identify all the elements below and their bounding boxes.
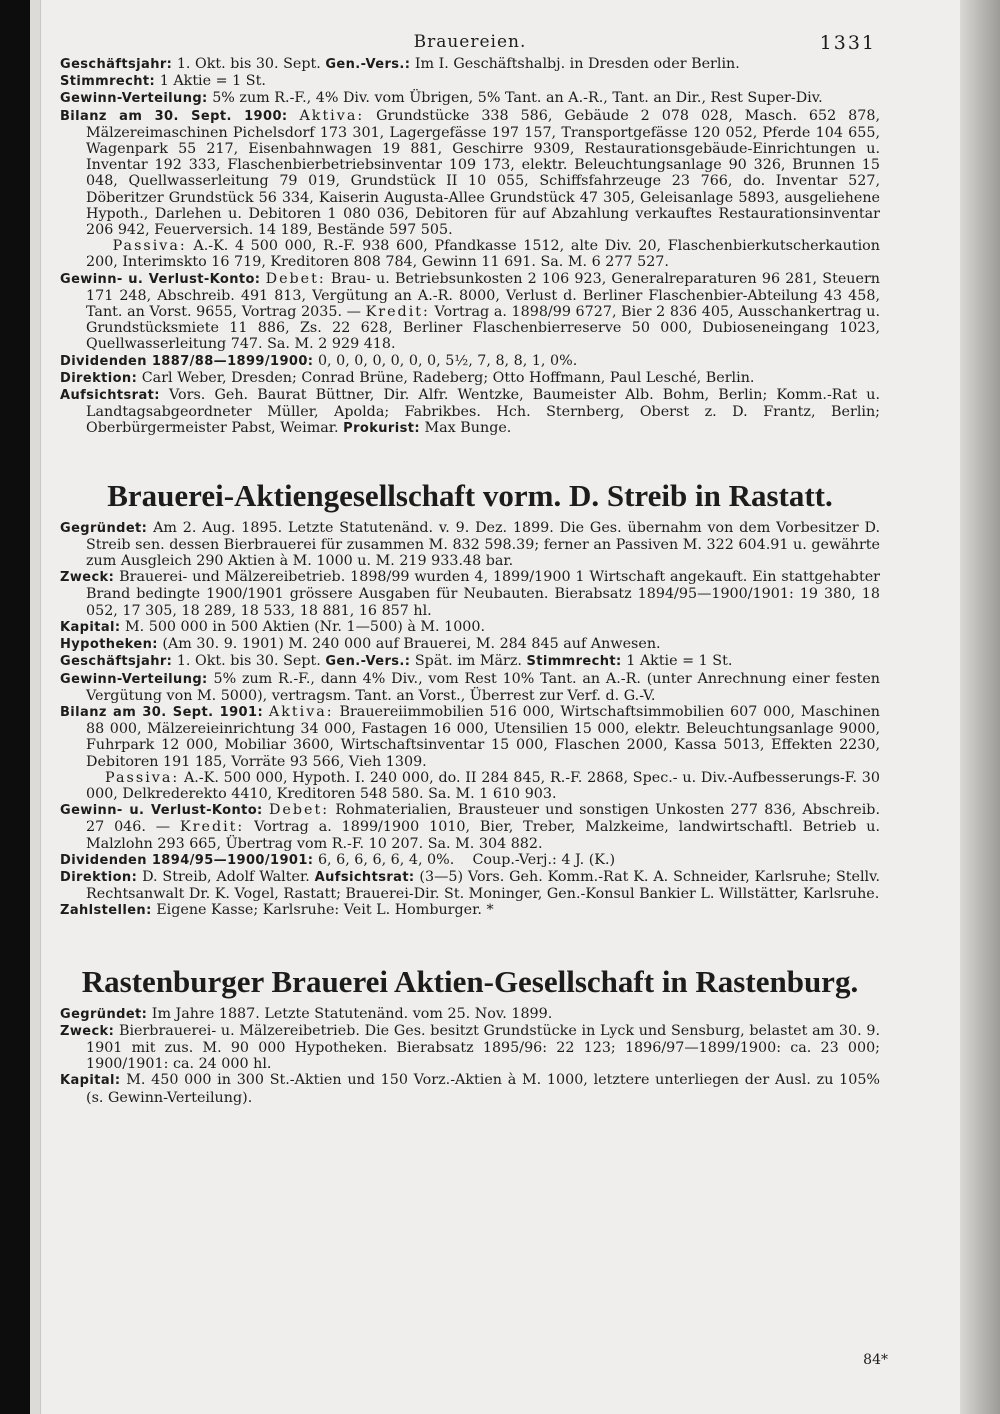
entry1-bilanz-passiva: Passiva: A.-K. 4 500 000, R.-F. 938 600, Pfandkasse 1512, alte Div. 20, Flaschenbierkutscherkaution 200, Interimskto 16 719, Kreditoren 808 784, Gewinn 11 691. Sa. M. 6 277 527. (86, 238, 880, 271)
entry2-zweck: Zweck: Brauerei- und Mälzereibetrieb. 1898/99 wurden 4, 1899/1900 1 Wirtschaft angekauft. Ein stattgehabter Brand bedingte 1900/1901 grössere Ausgaben für Neubauten. Bierabsatz 1894/95—1900/1901: 19 380, 18 052, 17 305, 18 289, 18 533, 18 881, 16 857 hl. (60, 569, 880, 619)
entry1-direktion: Direktion: Carl Weber, Dresden; Conrad Brüne, Radeberg; Otto Hoffmann, Paul Lesché, Berlin. (60, 369, 755, 386)
entry2-dividenden: Dividenden 1894/95—1900/1901: 6, 6, 6, 6, 6, 4, 0%. Coup.-Verj.: 4 J. (K.) (60, 851, 616, 868)
entry2-geschaeftsjahr: Geschäftsjahr: 1. Okt. bis 30. Sept. Gen.-Vers.: Spät. im März. Stimmrecht: 1 Aktie = 1 St. (60, 653, 733, 670)
facing-page-edge (30, 0, 41, 1414)
entry3-gegruendet: Gegründet: Im Jahre 1887. Letzte Statutenänd. vom 25. Nov. 1899. (60, 1005, 553, 1022)
entry2-zahlstellen: Zahlstellen: Eigene Kasse; Karlsruhe: Veit L. Homburger. * (60, 902, 494, 919)
book-binding-right (960, 0, 1000, 1414)
page-number: 1331 (819, 32, 876, 54)
entry2-bilanz-aktiva: Bilanz am 30. Sept. 1901: Aktiva: Brauereiimmobilien 516 000, Wirtschaftsimmobilien 607 000, Maschinen 88 000, Mälzereieinrichtung 34 000, Fastagen 16 000, Utensilien 15 000, elektr. Beleuchtungsanlage 9000, Fuhrpark 12 000, Mobiliar 3600, Wirtschaftsinventar 15 000, Flaschen 2000, Kassa 5013, Effekten 2230, Debitoren 191 185, Vorräte 93 566, Vieh 1309. (60, 703, 880, 770)
entry2-bilanz-passiva: Passiva: A.-K. 500 000, Hypoth. I. 240 000, do. II 284 845, R.-F. 2868, Spec.- u. Div.-Aufbesserungs-F. 30 000, Delkrederekto 4410, Kreditoren 548 580. Sa. M. 1 610 903. (86, 769, 880, 802)
entry1-dividenden: Dividenden 1887/88—1899/1900: 0, 0, 0, 0, 0, 0, 0, 5½, 7, 8, 8, 1, 0%. (60, 352, 578, 369)
book-binding-left (0, 0, 30, 1414)
page-title: Brauereien. (413, 32, 527, 52)
running-head (60, 28, 880, 56)
entry2-gewinn-verteilung: Gewinn-Verteilung: 5% zum R.-F., dann 4% Div., vom Rest 10% Tant. an A.-R. (unter Anrechnung einer festen Vergütung von M. 5000), vertragsm. Tant. an Vorst., Überrest zur Verf. d. G.-V. (60, 670, 881, 704)
company-heading: Brauerei-Aktiengesellschaft vorm. D. Streib in Rastatt. (107, 477, 833, 513)
entry1-geschaeftsjahr: Geschäftsjahr: 1. Okt. bis 30. Sept. Gen.-Vers.: Im I. Geschäftshalbj. in Dresden oder Berlin. (60, 56, 740, 72)
signature-mark: 84* (863, 1352, 888, 1368)
entry3-kapital: Kapital: M. 450 000 in 300 St.-Aktien und 150 Vorz.-Aktien à M. 1000, letztere unterliegen der Ausl. zu 105% (s. Gewinn-Verteilung). (60, 1072, 881, 1106)
entry1-guv: Gewinn- u. Verlust-Konto: Debet: Brau- u. Betriebsunkosten 2 106 923, Generalreparaturen 96 281, Steuern 171 248, Abschreib. 491 813, Vergütung an A.-R. 8000, Verlust d. Berliner Flaschenbier-Abteilung 43 458, Tant. an Vorst. 9655, Vortrag 2035. — Kredit: Vortrag a. 1898/99 6727, Bier 2 836 405, Ausschankertrag u. Grundstücksmiete 11 886, Zs. 22 628, Berliner Flaschenbierreserve 50 000, Dubioseneingang 1023, Quellwasserleitung 747. Sa. M. 2 929 418. (60, 270, 881, 353)
entry2-hypotheken: Hypotheken: (Am 30. 9. 1901) M. 240 000 auf Brauerei, M. 284 845 auf Anwesen. (60, 636, 661, 653)
entry2-gegruendet: Gegründet: Am 2. Aug. 1895. Letzte Statutenänd. v. 9. Dez. 1899. Die Ges. übernahm von dem Vorbesitzer D. Streib sen. dessen Bierbrauerei für zusammen M. 832 598.39; ferner an Passiven M. 322 604.91 u. gewährte zum Ausgleich 290 Aktien à M. 1000 u. M. 219 933.48 bar. (60, 519, 880, 570)
entry-continued (60, 56, 880, 438)
document-page (60, 28, 880, 1398)
entry-streib-rastatt (60, 478, 880, 920)
entry2-direktion: Direktion: D. Streib, Adolf Walter. Aufsichtsrat: (3—5) Vors. Geh. Komm.-Rat K. A. Schneider, Karlsruhe; Stellv. Rechtsanwalt Dr. K. Vogel, Rastatt; Brauerei-Dir. St. Moninger, Gen.-Konsul Bankier L. Willstätter, Karlsruhe. (60, 868, 881, 903)
entry2-guv: Gewinn- u. Verlust-Konto: Debet: Rohmaterialien, Brausteuer und sonstigen Unkosten 277 836, Abschreib. 27 046. — Kredit: Vortrag a. 1899/1900 1010, Bier, Treber, Malzkeime, landwirtschaftl. Betrieb u. Malzlohn 293 665, Übertrag vom R.-F. 10 207. Sa. M. 304 882. (60, 802, 881, 852)
entry2-kapital: Kapital: M. 500 000 in 500 Aktien (Nr. 1—500) à M. 1000. (60, 618, 486, 635)
entry1-gewinn-verteilung: Gewinn-Verteilung: 5% zum R.-F., 4% Div. vom Übrigen, 5% Tant. an A.-R., Tant. an Dir., Rest Super-Div. (60, 90, 823, 107)
entry3-zweck: Zweck: Bierbrauerei- u. Mälzereibetrieb. Die Ges. besitzt Grundstücke in Lyck und Sensburg, belastet am 30. 9. 1901 mit zus. M. 90 000 Hypotheken. Bierabsatz 1895/96: 22 123; 1896/97—1899/1900: ca. 23 000; 1900/1901: ca. 24 000 hl. (60, 1022, 880, 1073)
entry1-bilanz-aktiva: Bilanz am 30. Sept. 1900: Aktiva: Grundstücke 338 586, Gebäude 2 078 028, Masch. 652 878, Mälzereimaschinen Pichelsdorf 173 301, Lagergefässe 197 157, Transportgefässe 120 052, Pferde 104 655, Wagenpark 55 217, Eisenbahnwagen 19 881, Geschirre 9309, Restaurationsgebäude-Einrichtungen u. Inventar 192 333, Flaschenbierbetriebsinventar 109 173, elektr. Beleuchtungsanlage 90 326, Brunnen 15 048, Quellwasserleitung 79 019, Grundstück II 10 055, Schiffsfahrzeuge 23 766, do. Inventar 527, Döberitzer Grundstück 56 334, Kaiserin Augusta-Allee Grundstück 47 305, Geleisanlage 5893, ausgeliehene Hypoth., Darlehen u. Debitoren 1 080 036, Debitoren für auf Abzahlung verkauftes Restaurationsinventar 206 942, Feuerversich. 14 189, Bestände 597 505. (60, 107, 881, 239)
entry-rastenburg (60, 964, 880, 1106)
entry1-aufsichtsrat: Aufsichtsrat: Vors. Geh. Baurat Büttner, Dir. Alfr. Wentzke, Baumeister Alb. Bohm, Berlin; Komm.-Rat u. Landtagsabgeordneter Müller, Apolda; Fabrikbes. Hch. Sternberg, Oberst z. D. Frantz, Berlin; Oberbürgermeister Pabst, Weimar. Prokurist: Max Bunge. (60, 387, 881, 437)
entry1-stimmrecht: Stimmrecht: 1 Aktie = 1 St. (60, 73, 266, 90)
company-heading: Rastenburger Brauerei Aktien-Gesellschaft in Rastenburg. (81, 963, 859, 999)
